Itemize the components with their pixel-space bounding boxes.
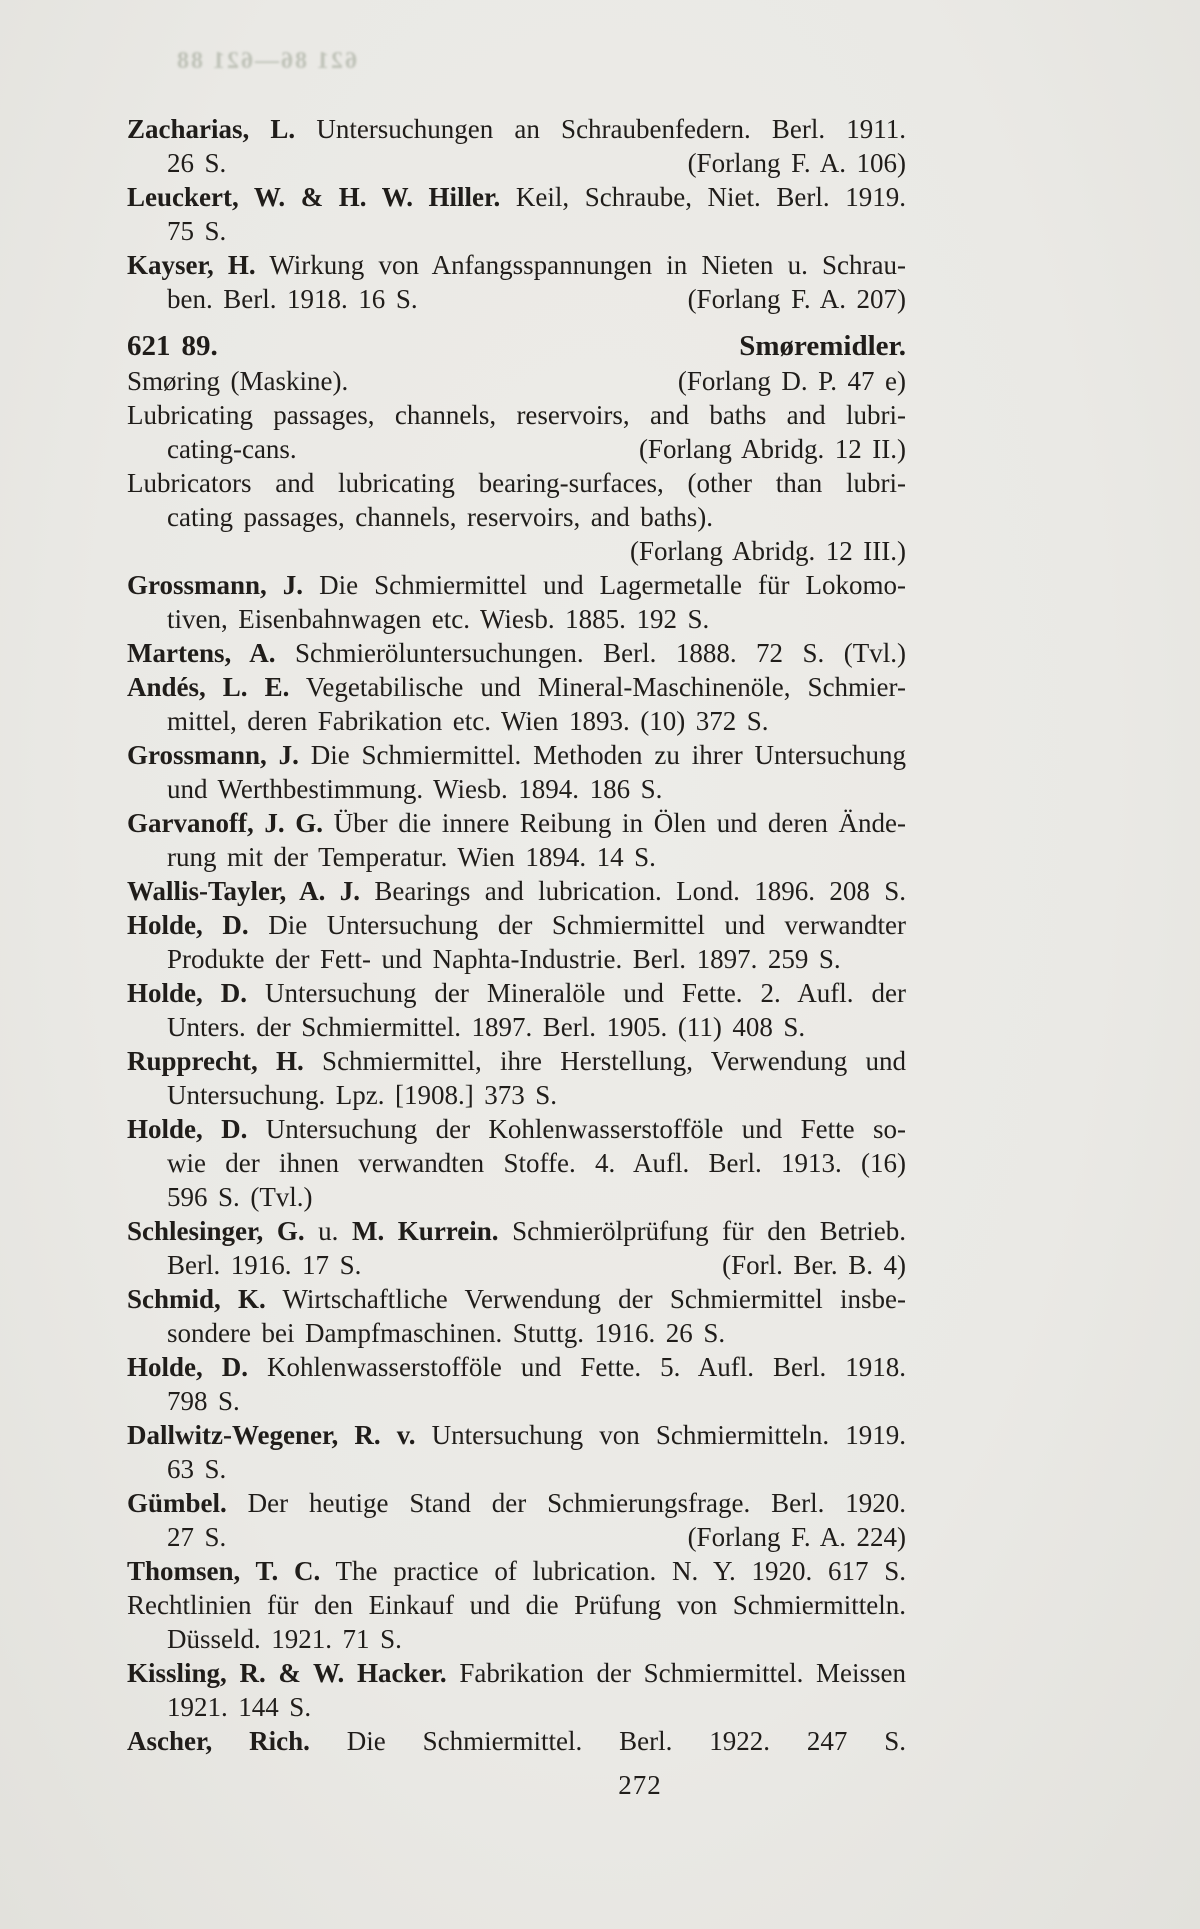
entry-text (167, 774, 662, 804)
entry-text-segment: Die Schmiermittel und Lagermetalle für Lokomo- (303, 570, 906, 600)
entry-line (127, 432, 906, 466)
entry-line (127, 670, 906, 704)
entry-line (127, 1248, 906, 1282)
entry-line (127, 636, 906, 670)
entry-line (127, 214, 906, 248)
entry-line (127, 466, 906, 500)
entry-line (127, 500, 906, 534)
reference-label: (Forlang F. A. 106) (687, 148, 906, 178)
entry-text-segment: Smøring (Maskine). (127, 366, 349, 396)
entry-text-segment: Der heutige Stand der Schmierungsfrage. Berl. 1920. (226, 1488, 906, 1518)
entry-text-segment: Lubricators and lubricating bearing-surfaces, (other than lubri- (127, 468, 906, 498)
entry-text (167, 706, 769, 736)
entry-text-segment: Bearings and lubrication. Lond. 1896. 208 S. (360, 876, 906, 906)
reference-label: (Forlang Abridg. 12 II.) (638, 434, 906, 464)
page-number: 272 (618, 1770, 662, 1800)
section-number: 621 89. (127, 330, 218, 362)
author-name: Dallwitz-Wegener, R. v. (127, 1420, 416, 1450)
author-name: Rupprecht, H. (127, 1046, 304, 1076)
author-name: Schlesinger, G. (127, 1216, 305, 1246)
entry-text-segment: tiven, Eisenbahnwagen etc. Wiesb. 1885. 192 S. (167, 604, 710, 634)
entries-after-heading (127, 364, 906, 1758)
entry-line (127, 1044, 906, 1078)
entry-text-segment: Wirkung von Anfangsspannungen in Nieten u. Schrau- (255, 250, 906, 280)
author-name: Martens, A. (127, 638, 276, 668)
entry-text (167, 1318, 725, 1348)
entry-text-segment: Kohlenwasserstofföle und Fette. 5. Aufl. Berl. 1918. (247, 1352, 906, 1382)
entry-text-segment: Untersuchung der Mineralöle und Fette. 2. Aufl. der (247, 978, 906, 1008)
entry-text-segment: Untersuchung der Kohlenwasserstofföle und Fette so- (247, 1114, 906, 1144)
entry-line (127, 1282, 906, 1316)
entry-text (167, 1386, 240, 1416)
entry-text (167, 502, 713, 532)
entry-text (167, 944, 841, 974)
entry-text-segment: ben. Berl. 1918. 16 S. (167, 284, 418, 314)
entry-text (167, 1148, 906, 1178)
entry-text (127, 250, 906, 280)
reference-label: (Forlang Abridg. 12 III.) (629, 536, 906, 566)
entry-text (167, 1454, 226, 1484)
entry-text-segment: 26 S. (167, 148, 227, 178)
entry-line (127, 602, 906, 636)
entry-text-segment: Schmierölprüfung für den Betrieb. (498, 1216, 906, 1246)
entry-text (167, 1520, 226, 1554)
entry-text-segment: Lubricating passages, channels, reservoirs, and baths and lubri- (127, 400, 906, 430)
entry-text (127, 468, 906, 498)
entry-line (127, 1452, 906, 1486)
entries-before-heading (127, 112, 906, 316)
entry-line (127, 1112, 906, 1146)
entry-text (167, 842, 656, 872)
entry-text-segment: Vegetabilische und Mineral-Maschinenöle, Schmier- (289, 672, 906, 702)
entry-text-segment: Über die innere Reibung in Ölen und deren Ände- (323, 808, 906, 838)
entry-text-segment: cating passages, channels, reservoirs, and baths). (167, 502, 713, 532)
entry-text (167, 1692, 311, 1722)
entry-text (167, 1248, 361, 1282)
reference-label: (Forl. Ber. B. 4) (722, 1250, 906, 1280)
entry-text (127, 876, 906, 906)
entry-text (167, 146, 226, 180)
entry-line (127, 772, 906, 806)
entry-text (127, 570, 906, 600)
author-name: Thomsen, T. C. (127, 1556, 321, 1586)
entry-line (127, 1384, 906, 1418)
entry-text (127, 740, 906, 770)
entry-line (127, 248, 906, 282)
entry-text-segment: 75 S. (167, 216, 227, 246)
entry-line (127, 1350, 906, 1384)
entry-text-segment: Düsseld. 1921. 71 S. (167, 1624, 402, 1654)
entry-text (127, 1216, 906, 1246)
section-title: Smøremidler. (739, 330, 906, 362)
entry-text-segment: u. (304, 1216, 352, 1246)
bleed-through-header-text: 621 86—621 88 (175, 48, 357, 74)
entry-line (127, 1146, 906, 1180)
entry-line (127, 1554, 906, 1588)
entry-text (127, 1590, 906, 1620)
author-name: Kayser, H. (127, 250, 256, 280)
entry-text (167, 1624, 402, 1654)
entry-line (127, 1214, 906, 1248)
entry-text (127, 808, 906, 838)
entry-text (167, 216, 226, 246)
entry-line (127, 1724, 906, 1758)
entry-text (127, 364, 348, 398)
entry-line (127, 568, 906, 602)
entry-text-segment: 27 S. (167, 1522, 227, 1552)
entry-text (127, 1658, 906, 1688)
entry-line (127, 1588, 906, 1622)
author-name: Kissling, R. & W. Hacker. (127, 1658, 447, 1688)
entry-line (127, 874, 906, 908)
entry-text-segment: Produkte der Fett- und Naphta-Industrie. Berl. 1897. 259 S. (167, 944, 841, 974)
entry-text (127, 1284, 906, 1314)
entry-text-segment: 596 S. (Tvl.) (167, 1182, 313, 1212)
entry-text (127, 1488, 906, 1518)
entry-line (127, 398, 906, 432)
bibliography-text-block (127, 112, 906, 1758)
entry-line (127, 1418, 906, 1452)
entry-line (127, 1690, 906, 1724)
author-name: Garvanoff, J. G. (127, 808, 323, 838)
entry-line (127, 146, 906, 180)
entry-text-segment: Rechtlinien für den Einkauf und die Prüfung von Schmiermitteln. (127, 1590, 906, 1620)
entry-line (127, 180, 906, 214)
entry-text-segment: Schmieröluntersuchungen. Berl. 1888. 72 S. (Tvl.) (275, 638, 906, 668)
entry-text-segment: Untersuchungen an Schraubenfedern. Berl. 1911. (295, 114, 906, 144)
entry-line (127, 704, 906, 738)
entry-text-segment: Die Schmiermittel. Berl. 1922. 247 S. (309, 1726, 906, 1756)
author-name: Schmid, K. (127, 1284, 266, 1314)
entry-text-segment: Wirtschaftliche Verwendung der Schmiermittel insbe- (265, 1284, 906, 1314)
author-name: Holde, D. (127, 1352, 248, 1382)
entry-line (127, 1180, 906, 1214)
entry-text (167, 1182, 313, 1212)
entry-text (127, 1420, 906, 1450)
entry-text (127, 638, 906, 668)
entry-text (167, 604, 709, 634)
entry-text-segment: mittel, deren Fabrikation etc. Wien 1893. (10) 372 S. (167, 706, 769, 736)
entry-line (127, 1078, 906, 1112)
entry-text (127, 1726, 906, 1756)
entry-line (127, 534, 906, 568)
entry-text-segment: Die Untersuchung der Schmiermittel und verwandter (248, 910, 906, 940)
entry-text-segment: Die Schmiermittel. Methoden zu ihrer Untersuchung (298, 740, 906, 770)
entry-text-segment: Schmiermittel, ihre Herstellung, Verwendung und (303, 1046, 906, 1076)
entry-text (127, 1556, 906, 1586)
entry-line (127, 1316, 906, 1350)
author-name: Grossmann, J. (127, 740, 299, 770)
entry-text-segment: Fabrikation der Schmiermittel. Meissen (446, 1658, 906, 1688)
entry-text (167, 432, 297, 466)
entry-text-segment: Unters. der Schmiermittel. 1897. Berl. 1905. (11) 408 S. (167, 1012, 806, 1042)
author-name: Leuckert, W. & H. W. Hiller. (127, 182, 501, 212)
author-name: Holde, D. (127, 1114, 248, 1144)
entry-text (127, 1046, 906, 1076)
author-name: Holde, D. (127, 910, 249, 940)
author-name: M. Kurrein. (352, 1216, 499, 1246)
entry-text-segment: und Werthbestimmung. Wiesb. 1894. 186 S. (167, 774, 663, 804)
entry-text (127, 1114, 906, 1144)
entry-text-segment: Berl. 1916. 17 S. (167, 1250, 362, 1280)
entry-line (127, 112, 906, 146)
entry-text (127, 114, 906, 144)
entry-text (127, 910, 906, 940)
entry-text-segment: 63 S. (167, 1454, 227, 1484)
entry-text (127, 1352, 906, 1382)
entry-line (127, 908, 906, 942)
author-name: Wallis-Tayler, A. J. (127, 876, 361, 906)
reference-label: (Forlang F. A. 207) (687, 284, 906, 314)
entry-text-segment: Untersuchung von Schmiermitteln. 1919. (415, 1420, 906, 1450)
entry-line (127, 1010, 906, 1044)
entry-text-segment: 798 S. (167, 1386, 240, 1416)
entry-text (127, 182, 906, 212)
author-name: Holde, D. (127, 978, 247, 1008)
entry-line (127, 738, 906, 772)
entry-line (127, 364, 906, 398)
entry-line (127, 1520, 906, 1554)
entry-line (127, 282, 906, 316)
entry-text-segment: wie der ihnen verwandten Stoffe. 4. Aufl. Berl. 1913. (16) (167, 1148, 906, 1178)
entry-text (127, 672, 906, 702)
reference-label: (Forlang F. A. 224) (687, 1522, 906, 1552)
entry-text-segment: 1921. 144 S. (167, 1692, 312, 1722)
entry-line (127, 840, 906, 874)
entry-line (127, 1486, 906, 1520)
entry-text (167, 1080, 557, 1110)
entry-text-segment: The practice of lubrication. N. Y. 1920. 617 S. (320, 1556, 906, 1586)
entry-line (127, 976, 906, 1010)
section-heading (127, 328, 906, 364)
entry-text (167, 282, 418, 316)
author-name: Grossmann, J. (127, 570, 304, 600)
entry-text (127, 400, 906, 430)
author-name: Ascher, Rich. (127, 1726, 310, 1756)
entry-line (127, 942, 906, 976)
author-name: Zacharias, L. (127, 114, 296, 144)
entry-text-segment: Untersuchung. Lpz. [1908.] 373 S. (167, 1080, 558, 1110)
entry-line (127, 806, 906, 840)
entry-text (167, 1012, 805, 1042)
entry-text (127, 978, 906, 1008)
author-name: Gümbel. (127, 1488, 227, 1518)
entry-line (127, 1622, 906, 1656)
entry-text-segment: Keil, Schraube, Niet. Berl. 1919. (500, 182, 906, 212)
reference-label: (Forlang D. P. 47 e) (677, 366, 906, 396)
entry-text-segment: cating-cans. (167, 434, 297, 464)
author-name: Andés, L. E. (127, 672, 290, 702)
entry-text-segment: sondere bei Dampfmaschinen. Stuttg. 1916. 26 S. (167, 1318, 726, 1348)
entry-text-segment: rung mit der Temperatur. Wien 1894. 14 S. (167, 842, 656, 872)
entry-line (127, 1656, 906, 1690)
